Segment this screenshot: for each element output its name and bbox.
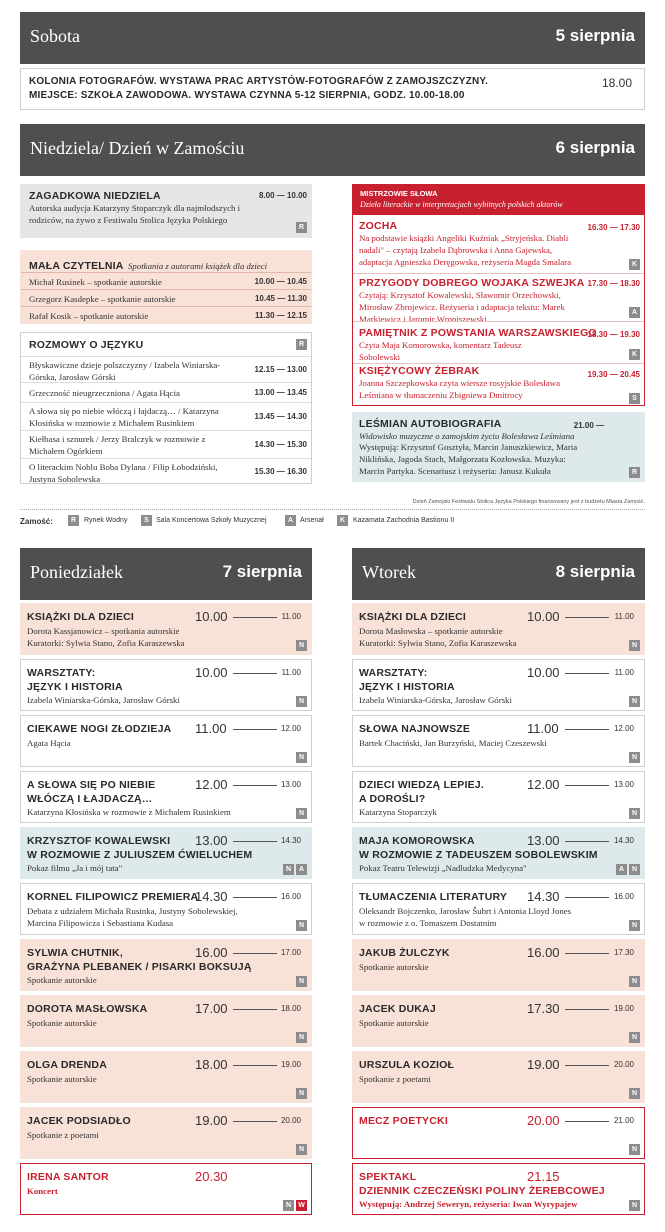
event-start: 20.00 bbox=[527, 1113, 560, 1128]
event-end: 13.00 bbox=[280, 780, 301, 789]
mala-czytelnia bbox=[20, 250, 312, 324]
event-card bbox=[20, 939, 312, 991]
event-desc: Dorota Kassjanowicz – spotkania autorskie bbox=[27, 626, 180, 636]
event-end: 13.00 bbox=[613, 780, 634, 789]
time-line bbox=[233, 1121, 277, 1122]
event-start: 10.00 bbox=[527, 609, 560, 624]
row-name: Rafał Kosik – spotkanie autorskie bbox=[29, 311, 149, 321]
row-name: Grzeczność nieugrzeczniona / Agata Hącia bbox=[29, 388, 180, 398]
row-name: Błyskawiczne dzieje polszczyzny / Izabela Winiarska-Górska, Jarosław Górski bbox=[29, 360, 221, 382]
event-desc: Występują: Krzysztof Gosztyła, Marcin Januszkiewicz, Maria Niklińska, Jagoda Stach, Małgorzata Kozłowska. Muzyka: Marcin Partyka. Scenariusz i reżyseria: Janusz Kukuła bbox=[359, 442, 578, 476]
venue-badge: R bbox=[296, 339, 307, 350]
event-card bbox=[352, 771, 645, 823]
table-row bbox=[21, 356, 311, 382]
divider bbox=[20, 509, 645, 510]
event-card bbox=[20, 603, 312, 655]
event-start: 20.30 bbox=[195, 1169, 228, 1184]
event-card bbox=[352, 603, 645, 655]
event-title: MAJA KOMOROWSKA bbox=[359, 835, 475, 847]
event-end: 17.00 bbox=[280, 948, 301, 957]
venue-badge: N bbox=[629, 1144, 640, 1155]
venue-badge: S bbox=[629, 393, 640, 404]
venue-badge: N bbox=[629, 1088, 640, 1099]
event-title: KSIĄŻKI DLA DZIECI bbox=[27, 611, 135, 623]
event-desc: Katarzyna Stoparczyk bbox=[359, 807, 437, 817]
venue-badge: N bbox=[629, 920, 640, 931]
venue-badge: N bbox=[296, 752, 307, 763]
event-time: 18.00 bbox=[601, 76, 632, 90]
time-line bbox=[233, 841, 277, 842]
event-title-line-2: WŁÓCZĄ I ŁAJDACZĄ… bbox=[27, 793, 153, 805]
event-card bbox=[352, 1107, 645, 1159]
day-date: 8 sierpnia bbox=[555, 562, 635, 581]
row-name: Kiełbasa i sznurek / Jerzy Bralczyk w rozmowie z Michałem Ogórkiem bbox=[29, 434, 206, 456]
event-title: DOROTA MASŁOWSKA bbox=[27, 1003, 148, 1015]
time-line bbox=[565, 617, 609, 618]
time-line bbox=[233, 673, 277, 674]
event-title: JACEK PODSIADŁO bbox=[27, 1115, 131, 1127]
monday-header bbox=[20, 548, 312, 600]
legend-badge: R bbox=[68, 515, 79, 526]
day-date: 6 sierpnia bbox=[555, 138, 635, 157]
venue-badge: N bbox=[629, 640, 640, 651]
time-line bbox=[233, 1009, 277, 1010]
list-item bbox=[353, 273, 644, 324]
event-desc: Występują: Andrzej Seweryn, reżyseria: Iwan Wyrypajew bbox=[359, 1199, 578, 1209]
event-card bbox=[352, 883, 645, 935]
time-line bbox=[233, 897, 277, 898]
list-item bbox=[353, 215, 644, 273]
legend-badge: A bbox=[285, 515, 296, 526]
event-end: 20.00 bbox=[613, 1060, 634, 1069]
event-sub: Widowisko muzyczne o zamojskim życiu Bolesława Leśmiana bbox=[359, 431, 575, 441]
event-card bbox=[20, 1051, 312, 1103]
event-card bbox=[352, 939, 645, 991]
event-title: KSIĘŻYCOWY ŻEBRAK bbox=[359, 365, 480, 377]
event-title: URSZULA KOZIOŁ bbox=[359, 1059, 455, 1071]
event-title: SYLWIA CHUTNIK, bbox=[27, 947, 123, 959]
venue-badge: N bbox=[296, 920, 307, 931]
event-desc: Spotkanie autorskie bbox=[27, 975, 97, 985]
event-time: 18.30 — 19.30 bbox=[587, 330, 640, 339]
venue-badge: N bbox=[296, 1088, 307, 1099]
event-end: 16.00 bbox=[280, 892, 301, 901]
event-title: ZOCHA bbox=[359, 220, 398, 232]
venue-badge: N bbox=[629, 1032, 640, 1043]
table-row bbox=[21, 382, 311, 402]
event-desc: Joanna Szczepkowska czyta wiersze rosyjskie Bolesława Leśmiana w tłumaczeniu Zbigniewa Dmitrocy bbox=[359, 378, 561, 400]
time-line bbox=[233, 729, 277, 730]
event-sub: Spotkania z autorami książek dla dzieci bbox=[128, 261, 268, 271]
event-start: 12.00 bbox=[527, 777, 560, 792]
event-title: SŁOWA NAJNOWSZE bbox=[359, 723, 471, 735]
event-title: KORNEL FILIPOWICZ PREMIERA bbox=[27, 891, 199, 903]
event-desc: Spotkanie z poetami bbox=[27, 1130, 99, 1140]
event-end: 11.00 bbox=[614, 668, 634, 677]
venue-badge: W bbox=[296, 1200, 307, 1211]
venue-badge: N bbox=[283, 1200, 294, 1211]
event-start: 19.00 bbox=[195, 1113, 228, 1128]
day-date: 5 sierpnia bbox=[555, 26, 635, 45]
event-title: WARSZTATY: bbox=[27, 667, 96, 679]
event-title: TŁUMACZENIA LITERATURY bbox=[359, 891, 508, 903]
event-end: 19.00 bbox=[613, 1004, 634, 1013]
sunday-header bbox=[20, 124, 645, 176]
event-start: 13.00 bbox=[195, 833, 228, 848]
event-title-line-2: JĘZYK I HISTORIA bbox=[27, 681, 123, 693]
event-desc: Izabela Winiarska-Górska, Jarosław Górski bbox=[359, 695, 512, 705]
venue-badge: N bbox=[296, 1032, 307, 1043]
event-card bbox=[20, 995, 312, 1047]
time-line bbox=[233, 617, 277, 618]
table-row bbox=[21, 458, 311, 484]
event-card bbox=[352, 715, 645, 767]
day-name: Wtorek bbox=[362, 562, 416, 582]
event-title-line-2: JĘZYK I HISTORIA bbox=[359, 681, 455, 693]
event-start: 12.00 bbox=[195, 777, 228, 792]
event-time: 17.30 — 18.30 bbox=[587, 279, 640, 288]
event-desc: Bartek Chaciński, Jan Burzyński, Maciej Czeszewski bbox=[359, 738, 547, 748]
table-row bbox=[21, 289, 311, 306]
funding-note: Dzień Zamojski Festiwalu Stolica Języka Polskiego finansowany jest z budżetu Miasta Zamość. bbox=[412, 499, 645, 505]
venue-badge: N bbox=[629, 808, 640, 819]
event-end: 12.00 bbox=[280, 724, 301, 733]
event-card bbox=[352, 995, 645, 1047]
event-title: LEŚMIAN AUTOBIOGRAFIA bbox=[359, 418, 502, 430]
time-line bbox=[233, 953, 277, 954]
event-card bbox=[20, 1163, 312, 1215]
time-line bbox=[565, 1009, 609, 1010]
event-card bbox=[352, 827, 645, 879]
venue-badge: N bbox=[629, 976, 640, 987]
venue-badge: A bbox=[296, 864, 307, 875]
venue-badge: A bbox=[616, 864, 627, 875]
venue-badge: N bbox=[296, 1144, 307, 1155]
saturday-event bbox=[20, 68, 645, 110]
event-title-line-2: A DOROŚLI? bbox=[359, 793, 426, 805]
time-line bbox=[565, 673, 609, 674]
event-end: 20.00 bbox=[280, 1116, 301, 1125]
event-desc: Debata z udziałem Michała Rusinka, Justyny Sobolewskiej, bbox=[27, 906, 238, 916]
event-title: MAŁA CZYTELNIA bbox=[29, 260, 124, 272]
event-desc-line-2: Kuratorki: Sylwia Stano, Zofia Karaszewska bbox=[27, 638, 185, 648]
day-name: Poniedziałek bbox=[30, 562, 123, 582]
event-desc-line-2: w rozmowie z o. Tomaszem Dostatnim bbox=[359, 918, 497, 928]
event-start: 18.00 bbox=[195, 1057, 228, 1072]
list-item bbox=[353, 321, 644, 363]
event-start: 13.00 bbox=[527, 833, 560, 848]
event-start: 10.00 bbox=[195, 665, 228, 680]
event-card bbox=[352, 659, 645, 711]
legend-badge: S bbox=[141, 515, 152, 526]
event-title-line-2: DZIENNIK CZECZEŃSKI POLINY ŻEREBCOWEJ bbox=[359, 1185, 605, 1197]
row-time: 14.30 — 15.30 bbox=[254, 440, 307, 449]
event-end: 19.00 bbox=[280, 1060, 301, 1069]
table-row bbox=[21, 430, 311, 458]
row-time: 15.30 — 16.30 bbox=[254, 467, 307, 476]
event-start: 17.00 bbox=[195, 1001, 228, 1016]
event-desc: Koncert bbox=[27, 1186, 58, 1196]
event-start: 14.30 bbox=[527, 889, 560, 904]
event-card bbox=[20, 1107, 312, 1159]
event-desc: Czyta Maja Komorowska, komentarz Tadeusz Sobolewski bbox=[359, 340, 522, 362]
event-card bbox=[20, 771, 312, 823]
venue-badge: N bbox=[629, 696, 640, 707]
row-name: A słowa się po niebie włóczą i łajdaczą… / Katarzyna Kłosińska w rozmowie z Michałem Rusinkiem bbox=[29, 406, 219, 428]
event-desc: Spotkanie autorskie bbox=[359, 1018, 429, 1028]
time-line bbox=[565, 841, 609, 842]
event-desc: Spotkanie autorskie bbox=[359, 962, 429, 972]
saturday-header bbox=[20, 12, 645, 64]
table-row bbox=[21, 306, 311, 323]
event-start: 16.00 bbox=[195, 945, 228, 960]
event-end: 14.30 bbox=[613, 836, 634, 845]
legend-name: Kazamata Zachodnia Bastionu II bbox=[353, 517, 455, 524]
event-desc: Czytają: Krzysztof Kowalewski, Sławomir Orzechowski, Mirosław Zbrojewicz. Reżyseria i adaptacja tekstu: Marek Markiewicz i Jaromir Wroniszewski bbox=[359, 290, 565, 324]
rozmowy-o-jezyku bbox=[20, 332, 312, 484]
event-start: 17.30 bbox=[527, 1001, 560, 1016]
event-desc: Izabela Winiarska-Górska, Jarosław Górski bbox=[27, 695, 180, 705]
event-start: 10.00 bbox=[527, 665, 560, 680]
event-card bbox=[352, 1051, 645, 1103]
banner-sub: Dzieła literackie w interpretacjach wybitnych polskich aktorów bbox=[360, 200, 563, 209]
event-title: JACEK DUKAJ bbox=[359, 1003, 436, 1015]
event-start: 11.00 bbox=[195, 721, 227, 736]
event-time: 8.00 — 10.00 bbox=[258, 191, 307, 200]
event-title: A SŁOWA SIĘ PO NIEBIE bbox=[27, 779, 156, 791]
time-line bbox=[233, 785, 277, 786]
event-end: 11.00 bbox=[281, 612, 301, 621]
legend-name: Sala Koncertowa Szkoły Muzycznej bbox=[156, 517, 267, 524]
event-desc: Pokaz filmu „Ja i mój tata" bbox=[27, 863, 123, 873]
row-time: 10.00 — 10.45 bbox=[254, 277, 307, 286]
event-title: MECZ POETYCKI bbox=[359, 1115, 448, 1127]
event-title: PAMIĘTNIK Z POWSTANIA WARSZAWSKIEGO bbox=[359, 327, 597, 339]
event-start: 10.00 bbox=[195, 609, 228, 624]
event-title: KSIĄŻKI DLA DZIECI bbox=[359, 611, 467, 623]
event-end: 12.00 bbox=[613, 724, 634, 733]
event-title-line-2: W ROZMOWIE Z TADEUSZEM SOBOLEWSKIM bbox=[359, 849, 598, 861]
event-start: 11.00 bbox=[527, 721, 559, 736]
event-desc-line-2: Marcina Filipowicza i Sebastiana Kudasa bbox=[27, 918, 174, 928]
venue-badge: N bbox=[296, 976, 307, 987]
row-time: 13.45 — 14.30 bbox=[254, 412, 307, 421]
event-end: 18.00 bbox=[280, 1004, 301, 1013]
event-start: 16.00 bbox=[527, 945, 560, 960]
event-end: 16.00 bbox=[613, 892, 634, 901]
row-time: 13.00 — 13.45 bbox=[254, 388, 307, 397]
venue-badge: K bbox=[629, 349, 640, 360]
time-line bbox=[565, 953, 609, 954]
table-row bbox=[21, 272, 311, 289]
venue-badge: N bbox=[283, 864, 294, 875]
event-desc: Spotkanie autorskie bbox=[27, 1018, 97, 1028]
row-time: 12.15 — 13.00 bbox=[254, 365, 307, 374]
event-end: 17.30 bbox=[613, 948, 634, 957]
venue-badge: N bbox=[296, 696, 307, 707]
event-desc: Spotkanie z poetami bbox=[359, 1074, 431, 1084]
day-name: Sobota bbox=[30, 26, 81, 46]
venue-badge: N bbox=[629, 752, 640, 763]
legend-name: Arsenał bbox=[300, 517, 324, 524]
event-title: PRZYGODY DOBREGO WOJAKA SZWEJKA bbox=[359, 277, 585, 289]
venue-badge: K bbox=[629, 259, 640, 270]
table-row bbox=[21, 402, 311, 430]
event-desc: Katarzyna Kłosińska w rozmowie z Michałem Rusinkiem bbox=[27, 807, 231, 817]
event-desc: Dorota Masłowska – spotkanie autorskie bbox=[359, 626, 503, 636]
row-name: Michał Rusinek – spotkanie autorskie bbox=[29, 277, 162, 287]
event-start: 21.15 bbox=[527, 1169, 560, 1184]
venue-badge: N bbox=[629, 1200, 640, 1211]
venue-badge: N bbox=[629, 864, 640, 875]
event-desc: Oleksandr Bojczenko, Jarosław Šubrt i Antonia Lloyd Jones bbox=[359, 906, 572, 916]
event-start: 19.00 bbox=[527, 1057, 560, 1072]
event-title: CIEKAWE NOGI ZŁODZIEJA bbox=[27, 723, 172, 735]
time-line bbox=[565, 1065, 609, 1066]
event-line-2: MIEJSCE: SZKOŁA ZAWODOWA. WYSTAWA CZYNNA 5-12 SIERPNIA, GODZ. 10.00-18.00 bbox=[29, 90, 465, 101]
list-item bbox=[353, 363, 644, 407]
event-title: ROZMOWY O JĘZYKU bbox=[29, 339, 144, 351]
event-desc: Na podstawie książki Angeliki Kuźniak „Stryjeńska. Diabli nadali" – czytają Izabela Dąbrowska i Anna Gajewska, adaptacja Agnieszka Deręgowska, reżyseria Magda Smalara bbox=[359, 233, 572, 267]
event-title: JAKUB ŻULCZYK bbox=[359, 947, 450, 959]
event-end: 14.30 bbox=[280, 836, 301, 845]
day-name: Niedziela/ Dzień w Zamościu bbox=[30, 138, 245, 158]
event-line-1: KOLONIA FOTOGRAFÓW. WYSTAWA PRAC ARTYSTÓW-FOTOGRAFÓW Z ZAMOJSZCZYZNY. bbox=[29, 76, 489, 87]
legend-name: Rynek Wodny bbox=[84, 517, 128, 524]
event-card bbox=[20, 827, 312, 879]
legend-badge: K bbox=[337, 515, 348, 526]
event-card bbox=[20, 659, 312, 711]
banner-title: MISTRZOWIE SŁOWA bbox=[360, 189, 438, 198]
event-card bbox=[20, 715, 312, 767]
event-start: 14.30 bbox=[195, 889, 228, 904]
event-title: DZIECI WIEDZĄ LEPIEJ. bbox=[359, 779, 484, 791]
mistrzowie-slowa-banner bbox=[352, 184, 645, 214]
event-desc: Pokaz Teatru Telewizji „Nadludzka Medycyna" bbox=[359, 863, 527, 873]
time-line bbox=[565, 729, 609, 730]
venue-badge: R bbox=[296, 222, 307, 233]
venue-badge: A bbox=[629, 307, 640, 318]
event-time: 21.00 — bbox=[573, 421, 604, 430]
event-title: SPEKTAKL bbox=[359, 1171, 417, 1183]
event-desc: Spotkanie autorskie bbox=[27, 1074, 97, 1084]
venue-badge: N bbox=[296, 640, 307, 651]
event-desc: Autorska audycja Katarzyny Stoparczyk dla najmłodszych i rodziców, na żywo z Festiwalu Stolica Języka Polskiego bbox=[29, 203, 241, 225]
event-time: 19.30 — 20.45 bbox=[587, 370, 640, 379]
time-line bbox=[565, 897, 609, 898]
event-desc: Agata Hącia bbox=[27, 738, 71, 748]
event-title: OLGA DRENDA bbox=[27, 1059, 107, 1071]
event-title-line-2: GRAŻYNA PLEBANEK / PISARKI BOKSUJĄ bbox=[27, 961, 252, 973]
event-end: 21.00 bbox=[613, 1116, 634, 1125]
event-time: 16.30 — 17.30 bbox=[587, 223, 640, 232]
event-title: IRENA SANTOR bbox=[27, 1171, 109, 1183]
mistrzowie-slowa-list bbox=[352, 214, 645, 406]
row-time: 10.45 — 11.30 bbox=[254, 294, 307, 303]
time-line bbox=[565, 785, 609, 786]
row-name: O literackim Noblu Boba Dylana / Filip Łobodziński, Justyna Sobolewska bbox=[29, 462, 218, 484]
lesmian-autobiografia bbox=[352, 412, 645, 482]
time-line bbox=[233, 1065, 277, 1066]
zagadkowa-niedziela bbox=[20, 184, 312, 238]
event-title: ZAGADKOWA NIEDZIELA bbox=[29, 190, 161, 202]
event-card bbox=[352, 1163, 645, 1215]
event-title: KRZYSZTOF KOWALEWSKI bbox=[27, 835, 171, 847]
legend-label: Zamość: bbox=[20, 517, 53, 526]
event-end: 11.00 bbox=[614, 612, 634, 621]
event-card bbox=[20, 883, 312, 935]
event-title-line-2: W ROZMOWIE Z JULIUSZEM ĆWIELUCHEM bbox=[27, 849, 253, 861]
venue-badge: N bbox=[296, 808, 307, 819]
row-time: 11.30 — 12.15 bbox=[254, 311, 307, 320]
event-end: 11.00 bbox=[281, 668, 301, 677]
day-date: 7 sierpnia bbox=[222, 562, 302, 581]
event-desc-line-2: Kuratorki: Sylwia Stano, Zofia Karaszewska bbox=[359, 638, 517, 648]
venue-badge: R bbox=[629, 467, 640, 478]
event-title: WARSZTATY: bbox=[359, 667, 428, 679]
time-line bbox=[565, 1121, 609, 1122]
tuesday-header bbox=[352, 548, 645, 600]
row-name: Grzegorz Kasdepke – spotkanie autorskie bbox=[29, 294, 176, 304]
